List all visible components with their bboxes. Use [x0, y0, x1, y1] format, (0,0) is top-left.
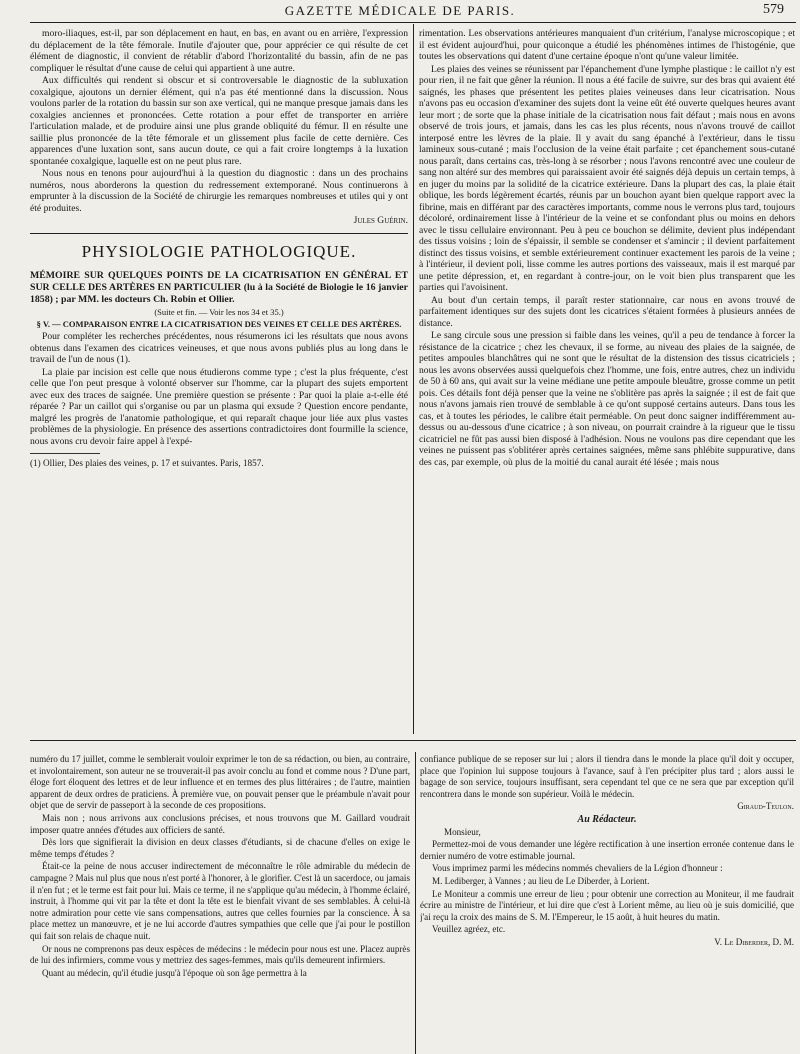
letter-paragraph: Permettez-moi de vous demander une légère rectification à une insertion erronée contenue dans le dernier numéro de votre estimable journal. — [420, 839, 794, 861]
upper-left-column — [30, 28, 408, 711]
page-number: 579 — [763, 2, 784, 17]
journal-title: GAZETTE MÉDICALE DE PARIS. — [284, 3, 516, 18]
paragraph: Le sang circule sous une pression si faible dans les veines, qu'il a peu de tendance à forcer la résistance de la cicatrice ; chez les chevaux, il se forme, au niveau des plaies de la saignée, de petites ampoules blanchâtres qui ne sont que le résultat de la distension des tissus cicatriciels ; nous les avons observées aussi quelquefois chez l'homme, une fois, entre autres, chez un individu de 50 à 60 ans, qui avait sur la veine médiane une petite ampoule bleuâtre, grosse comme un petit pois. Ces détails font déjà penser que la veine ne s'oblitère pas après la saignée ; il est de fait que nous n'avons jamais rien trouvé de semblable à ce qu'ont supposé certains auteurs. Dans tous les cas, et à toutes les périodes, le calibre était perméable. On peut donc saigner indifféremment au-dessus ou au-dessous d'une cicatrice ; à son niveau, on pourrait craindre à la rigueur que le tissu cicatriciel ne fût pas aussi bien disposé à l'adhésion. Nous ne voulons pas dire cependant que les veines ne puissent pas s'oblitérer après certaines saignées, même sans phlébite suppurative, dans des cas, par exemple, où plus de la moitié du canal aurait été lésée ; mais nous — [419, 330, 795, 468]
column-divider-lower — [415, 752, 416, 1054]
paragraph: numéro du 17 juillet, comme le semblerait vouloir exprimer le ton de sa rédaction, ou bien, au contraire, et involontairement, son auteur ne se trouverait-il pas avoir conclu au fond et comme nous ? D'une part, éloge fort éloquent des lettres et de leur influence et en termes des plus littéraires ; de l'autre, maintien apparent de deux ordres de praticiens. À première vue, on pouvait penser que le préambule n'avait pour objet que de servir de passeport à la seconde de ces propositions. — [30, 754, 410, 811]
letter-paragraph: Vous imprimez parmi les médecins nommés chevaliers de la Légion d'honneur : — [432, 863, 723, 874]
paragraph: confiance publique de se reposer sur lui ; alors il tiendra dans le monde la place qu'il doit y occuper, place que l'opinion lui suppose toujours à l'avance, sauf à l'en précipiter plus tard ; alors aussi le bagage de son service, toujours insuffisant, sera cependant tel que ce ne sera que par exception qu'il rencontrera dans le monde son supérieur. Voilà le médecin. — [420, 754, 794, 799]
letter-title: Au Rédacteur. — [577, 813, 637, 825]
paragraph: rimentation. Les observations antérieures manquaient d'un critérium, l'analyse microscopique ; et il est évident aujourd'hui, pour quiconque a étudié les phénomènes intimes de l'histogénie, que toutes les observations qui datent d'une certaine époque n'ont qu'une valeur limitée. — [419, 28, 795, 62]
running-head — [0, 0, 800, 22]
lower-right-column — [420, 754, 794, 1054]
letter-paragraph: Le Moniteur a commis une erreur de lieu ; pour obtenir une correction au Moniteur, il me faudrait écrire au ministre de l'intérieur, et lui dire que c'est à Lorient même, au lieu où je suis domicilié, que j'ai reçu la croix des mains de S. M. l'Empereur, le 15 août, à huit heures du matin. — [420, 888, 794, 922]
section-heading: PHYSIOLOGIE PATHOLOGIQUE. — [81, 241, 357, 261]
upper-right-column — [419, 28, 795, 730]
paragraph: Pour compléter les recherches précédentes, nous résumerons ici les résultats que nous avons obtenus dans l'examen des cicatrices veineuses, et que nous avons publiés plus au long dans le travail de l'un de nous (1). — [30, 331, 408, 365]
footnote: (1) Ollier, Des plaies des veines, p. 17 et suivantes. Paris, 1857. — [30, 458, 264, 468]
paragraph: Nous nous en tenons pour aujourd'hui à la question du diagnostic : dans un des prochains numéros, nous aborderons la question du redressement extemporané. Nous continuerons à emprunter à la discussion de la Société de chirurgie les remarques nombreuses et utiles qui y ont été produites. — [30, 168, 408, 214]
lower-left-column — [30, 754, 410, 1054]
paragraph: Au bout d'un certain temps, il paraît rester stationnaire, car nous en avons trouvé de parfaitement identiques sur des sujets dont les cicatrices s'étaient formées à plusieurs années de distance. — [419, 294, 795, 329]
letter-salutation: Monsieur, — [444, 826, 481, 837]
paragraph: Aux difficultés qui rendent si obscur et si controversable le diagnostic de la subluxation coxalgique, ajoutons un dernier élément, qui n'a pas été mentionné dans la discussion. Nous voulons parler de la rotation du bassin sur son axe vertical, qui ne manque presque jamais dans les coxalgies anciennes et prononcées. Cette rotation a pour effet de transporter en arrière l'articulation malade, et de produire ainsi une plus grande obliquité du fémur. Il en résulte une saillie plus prononcée de la tête fémorale et un glissement plus facile de cette dernière. Ces apparences d'une luxation sont, sans aucun doute, ce qui a fait croire longtemps à la luxation spontanée coxalgique, laquelle est on ne peut plus rare. — [30, 75, 408, 167]
column-divider-upper — [413, 24, 414, 734]
section-rule — [30, 233, 408, 234]
author-signature: Jules Guérin. — [353, 215, 408, 226]
paragraph: Était-ce la peine de nous accuser indirectement de méconnaître le rôle admirable du médecin de campagne ? Mais nul plus que nous n'est porté à l'honorer, à le glorifier. C'est là un sacerdoce, ou jamais il n'en fut ; et le terme est fait pour lui. Mais ce terme, il ne s'applique qu'au médecin, à l'homme éclairé, instruit, à l'homme qui vit par la tête et dont la tête est le bienfait vivant de ses semblables. À celui-là notre admiration pour cette vie sans compensations, autres que celles fournies par la conscience. À sa place mettez un manœuvre, et je ne lui accorde d'autres sympathies que celle que j'ai pour le postillon qui fait son relais de chaque nuit. — [30, 861, 410, 941]
letter-signature: V. Le Diberder, D. M. — [714, 936, 794, 947]
header-rule — [30, 22, 796, 23]
letter-paragraph: M. Lediberger, à Vannes ; au lieu de Le Diberder, à Lorient. — [432, 875, 650, 886]
letter-paragraph: Veuillez agréez, etc. — [432, 924, 506, 935]
author-signature: Giraud-Teulon. — [737, 801, 794, 812]
subsection-heading: § V. — COMPARAISON ENTRE LA CICATRISATION DES VEINES ET CELLE DES ARTÈRES. — [36, 319, 402, 329]
paragraph: moro-iliaques, est-il, par son déplacement en haut, en bas, en avant ou en arrière, l'expression du déplacement de la tête fémorale. Inutile d'ajouter que, pour apprécier ce qui résulte de cet élément de diagnostic, il convient de rétablir d'abord l'horizontalité du bassin, afin de ne pas compliquer le résultat d'une cause de celui qui appartient à une autre. — [30, 28, 408, 74]
horizontal-divider — [30, 740, 796, 741]
paragraph: La plaie par incision est celle que nous étudierons comme type ; c'est la plus fréquente, c'est celle que l'on peut presque à volonté observer sur l'homme, car la plupart des sujets emportent avec eux des traces de saignée. Une première question se présente : Par quoi la plaie a-t-elle été réparée ? Par un caillot qui s'organise ou par un plasma qui exsude ? Question encore pendante, malgré les progrès de l'anatomie pathologique, et qui reparaît chaque jour liée aux plus vastes problèmes de la physiologie. En présence des assertions contradictoires dont fourmille la science, nous avons cru devoir faire appel à l'expé- — [30, 366, 408, 447]
paragraph: Mais non ; nous arrivons aux conclusions précises, et nous trouvons que M. Gaillard voudrait imposer quatre années d'études aux officiers de santé. — [30, 812, 410, 835]
paragraph: Quant au médecin, qu'il étudie jusqu'à l'époque où son âge permettra à la — [42, 967, 307, 978]
memoir-title: MÉMOIRE SUR QUELQUES POINTS DE LA CICATRISATION EN GÉNÉRAL ET SUR CELLE DES ARTÈRES EN PARTICULIER (lu à la Société de Biologie le 16 janvier 1858) ; par MM. les docteurs Ch. Robin et Ollier. — [30, 269, 408, 305]
paragraph: Les plaies des veines se réunissent par l'épanchement d'une lymphe plastique : le caillot n'y est pour rien, il ne fait que gêner la réunion. Il nous a été facile de suivre, sur des bras qui avaient été saignés, les phases que présentent les petites plaies veineuses dans leur cicatrisation. Nous n'avons pas eu occasion d'examiner des sujets dont la veine eût été ouverte quelques heures avant leur mort ; de sorte que la phase initiale de la cicatrisation nous fait défaut ; mais nous en avons observé de trois jours, et jamais, dans les cas les plus récents, nous n'avons trouvé de caillot interposé entre les lèvres de la plaie. Il y avait du sang épanché à l'extérieur, dans le tissu lamineux sous-cutané ; mais l'occlusion de la veine était parfaite ; cet épanchement sous-cutané nous paraît, dans certains cas, très-long à se résorber ; nous l'avons rencontré avec une couleur de sang non altéré sur des membres qui paraissaient avoir été saignés déjà depuis un certain temps, à en juger du moins par la solidité de la cicatrice extérieure. Dans la plupart des cas, la plaie était oblique, les bords légèrement écartés, réunis par un bouchon ayant bien quelque rapport avec la fibrine, mais en différant par des caractères importants, comme nous le verrons plus tard, toujours décoloré, ordinairement lisse à l'intérieur de la veine et se confondant plus ou moins en dehors avec le tissu cellulaire environnant. Peu à peu ce bouchon se délimite, devient plus indépendant des tissus voisins ; loin de s'épaissir, il semble se condenser et s'amincir ; il devient parfaitement distinct des tissus voisins, et semble extérieurement continuer exactement les parois de la veine ; à l'intérieur, il devient poli, lisse comme les autres portions des vaisseaux, mais il est marqué par une petite dépression, et, en regardant à contre-jour, on le voit bien plus transparent que les parties qui l'avoisinent. — [419, 63, 795, 293]
continuation-note: (Suite et fin. — Voir les nos 34 et 35.) — [154, 306, 284, 317]
paragraph: Or nous ne comprenons pas deux espèces de médecins : le médecin pour nous est une. Placez auprès de lui des infirmiers, comme vous y mettriez des sages-femmes, mais qu'ils demeurent infirmiers. — [30, 943, 410, 966]
footnote-rule — [30, 453, 100, 454]
paragraph: Dès lors que signifierait la division en deux classes d'étudiants, si de chacune d'elles on exige le même temps d'études ? — [30, 837, 410, 859]
